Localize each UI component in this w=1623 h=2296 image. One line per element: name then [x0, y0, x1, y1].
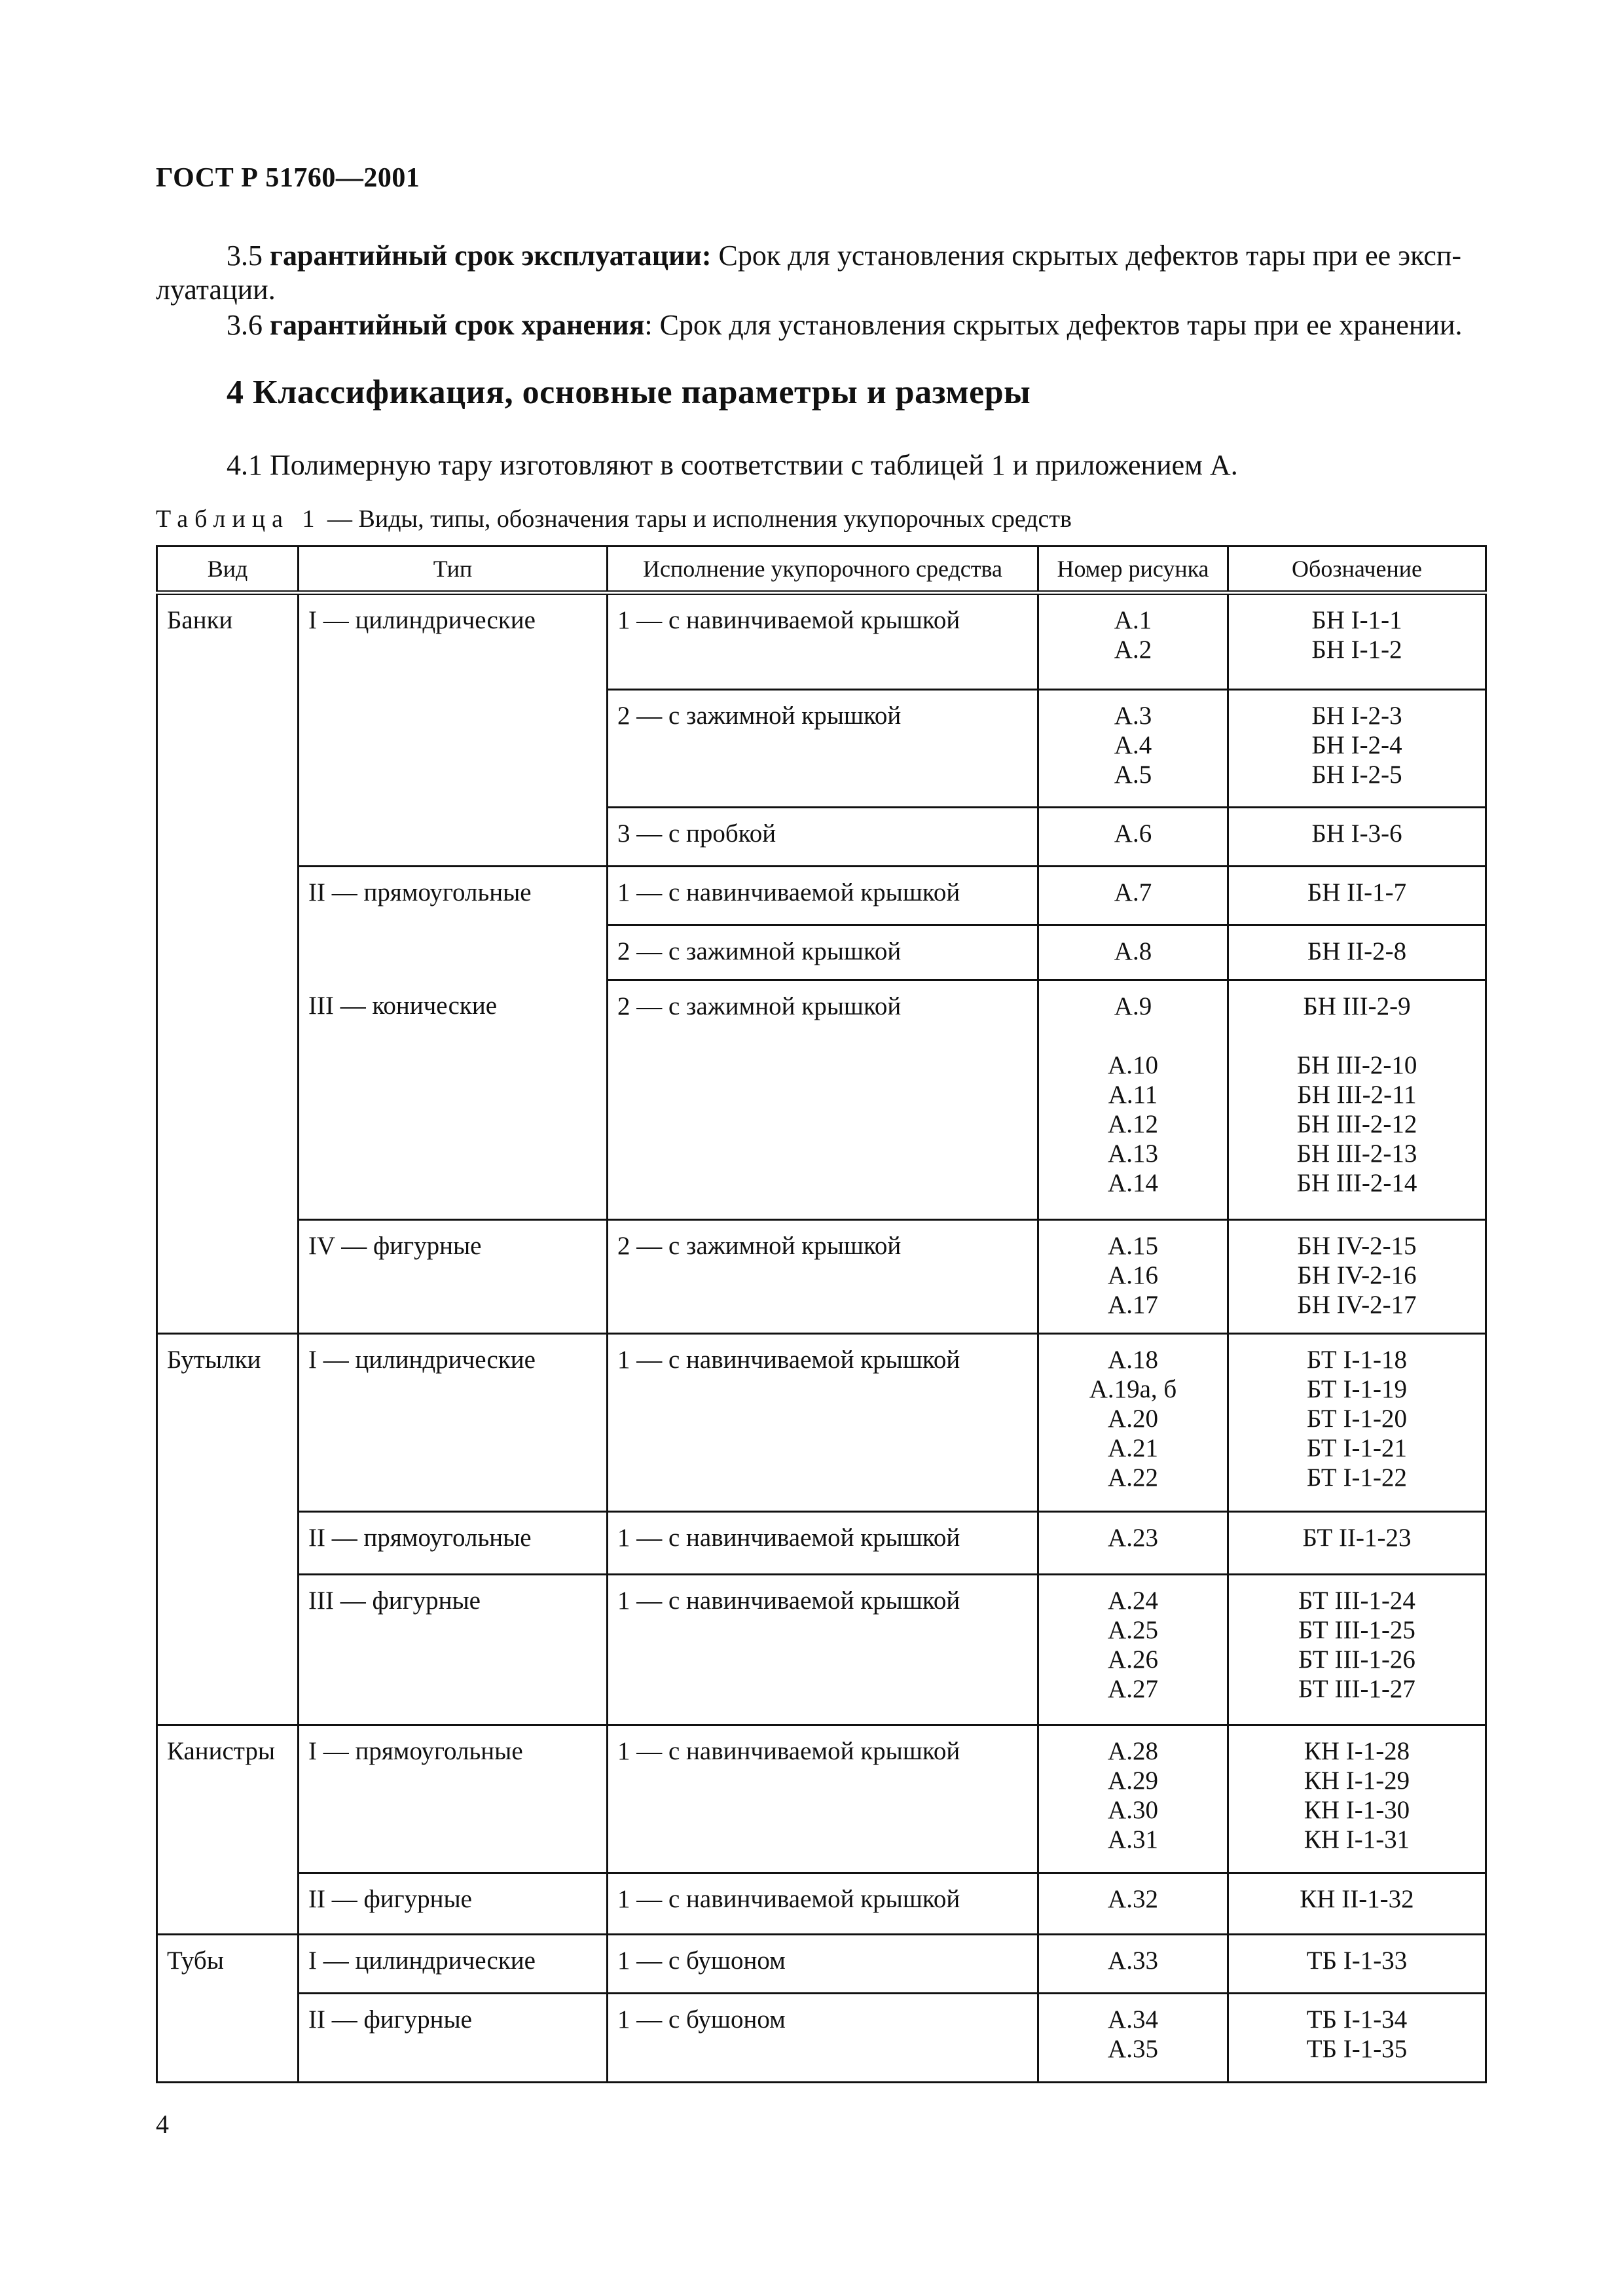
- designation-code: БН IV-2-17: [1297, 1291, 1417, 1319]
- figure-number: А.28: [1108, 1737, 1158, 1765]
- designation-code: БТ II-1-23: [1302, 1524, 1412, 1552]
- figure-number: А.16: [1108, 1261, 1158, 1289]
- figure-number: А.4: [1114, 731, 1152, 759]
- cell-closure: 1 — с навинчиваемой крышкой: [608, 1575, 1038, 1725]
- cell-figure-numbers: [1038, 808, 1228, 867]
- designation-code: БТ III-1-26: [1298, 1645, 1415, 1674]
- figure-number: А.17: [1108, 1291, 1158, 1319]
- table-caption-text: — Виды, типы, обозначения тары и исполнения укупорочных средств: [321, 505, 1072, 533]
- cell-kind: [157, 1512, 299, 1575]
- designation-code: БН IV-2-15: [1297, 1232, 1417, 1260]
- column-header-type: Тип: [299, 547, 608, 593]
- cell-kind: Банки: [157, 593, 299, 690]
- designation-code: БН II-2-8: [1307, 937, 1407, 965]
- table-row: [157, 1575, 1486, 1725]
- figure-number: А.13: [1108, 1139, 1158, 1168]
- designation-code: БН I-1-2: [1311, 636, 1402, 664]
- classification-table: [156, 545, 1487, 2083]
- designation-code: БН III-2-11: [1297, 1081, 1417, 1109]
- cell-type: I — цилиндрические: [299, 1334, 608, 1512]
- figure-number: А.29: [1108, 1767, 1158, 1795]
- cell-type: IV — фигурные: [299, 1220, 608, 1334]
- designation-code: БТ III-1-27: [1298, 1675, 1415, 1703]
- cell-closure: 3 — с пробкой: [608, 808, 1038, 867]
- cell-closure: 2 — с зажимной крышкой: [608, 925, 1038, 980]
- table-row: [157, 1935, 1486, 1994]
- designation-code: БТ III-1-25: [1298, 1616, 1415, 1644]
- designation-code: КН I-1-29: [1304, 1767, 1410, 1795]
- designation-code: БН III-2-13: [1296, 1139, 1417, 1168]
- table-row: [157, 593, 1486, 690]
- designation-code: [1231, 1021, 1482, 1050]
- cell-kind: [157, 1873, 299, 1935]
- cell-figure-numbers: [1038, 867, 1228, 925]
- designation-code: БН I-2-5: [1311, 761, 1402, 789]
- cell-figure-numbers: [1038, 1512, 1228, 1575]
- figure-number: А.15: [1108, 1232, 1158, 1260]
- table-row: [157, 1873, 1486, 1935]
- paragraph-4-1: 4.1 Полимерную тару изготовляют в соответствии с таблицей 1 и приложением А.: [227, 449, 1238, 481]
- term-bold: гарантийный срок хранения: [270, 309, 645, 341]
- figure-number: А.26: [1108, 1645, 1158, 1674]
- cell-closure: 1 — с навинчиваемой крышкой: [608, 1334, 1038, 1512]
- cell-kind: [157, 808, 299, 867]
- designation-code: БН I-2-4: [1311, 731, 1402, 759]
- designation-code: КН I-1-30: [1304, 1796, 1410, 1824]
- designation-code: БН III-2-9: [1303, 992, 1411, 1020]
- cell-closure: 1 — с бушоном: [608, 1994, 1038, 2083]
- designation-code: БТ III-1-24: [1298, 1587, 1415, 1615]
- cell-type: [299, 808, 608, 867]
- figure-number: А.9: [1114, 992, 1152, 1020]
- figure-number: А.23: [1108, 1524, 1158, 1552]
- cell-designations: [1228, 690, 1486, 808]
- designation-code: БТ I-1-20: [1307, 1405, 1407, 1433]
- figure-number: А.18: [1108, 1346, 1158, 1374]
- designation-code: БН I-3-6: [1311, 819, 1402, 848]
- figure-number: А.34: [1108, 2005, 1158, 2034]
- cell-designations: [1228, 1725, 1486, 1873]
- paragraph-number: 3.5: [227, 240, 263, 272]
- document-code-header: ГОСТ Р 51760—2001: [156, 163, 420, 193]
- cell-designations: [1228, 1994, 1486, 2083]
- cell-figure-numbers: [1038, 1725, 1228, 1873]
- table-header-row: [157, 547, 1486, 593]
- designation-code: БТ I-1-18: [1307, 1346, 1407, 1374]
- column-header-code: Обозначение: [1228, 547, 1486, 593]
- cell-type: [299, 690, 608, 808]
- figure-number: А.8: [1114, 937, 1152, 965]
- cell-designations: [1228, 1220, 1486, 1334]
- cell-type: I — цилиндрические: [299, 593, 608, 690]
- cell-figure-numbers: [1038, 1935, 1228, 1994]
- figure-number: А.1: [1114, 606, 1152, 634]
- figure-number: А.21: [1108, 1434, 1158, 1462]
- cell-designations: [1228, 1512, 1486, 1575]
- designation-code: КН I-1-28: [1304, 1737, 1410, 1765]
- cell-type: I — прямоугольные: [299, 1725, 608, 1873]
- cell-figure-numbers: [1038, 980, 1228, 1220]
- section-heading: 4 Классификация, основные параметры и размеры: [227, 374, 1031, 411]
- cell-type: II — прямоугольные: [299, 1512, 608, 1575]
- cell-closure: 1 — с навинчиваемой крышкой: [608, 1725, 1038, 1873]
- cell-figure-numbers: [1038, 1994, 1228, 2083]
- designation-code: ТБ I-1-33: [1306, 1946, 1408, 1975]
- cell-designations: [1228, 925, 1486, 980]
- cell-figure-numbers: [1038, 593, 1228, 690]
- designation-code: БТ I-1-22: [1307, 1463, 1407, 1492]
- designation-code: БТ I-1-21: [1307, 1434, 1407, 1462]
- cell-kind: [157, 1220, 299, 1334]
- cell-designations: [1228, 1873, 1486, 1935]
- cell-kind: [157, 867, 299, 925]
- figure-number: А.24: [1108, 1587, 1158, 1615]
- figure-number: А.5: [1114, 761, 1152, 789]
- cell-designations: [1228, 593, 1486, 690]
- figure-number: А.7: [1114, 878, 1152, 906]
- cell-closure: 1 — с навинчиваемой крышкой: [608, 1512, 1038, 1575]
- table-row: [157, 808, 1486, 867]
- definition-text: Срок для установления скрытых дефектов тары при ее эксп-луатации.: [156, 240, 1462, 306]
- figure-number: А.10: [1108, 1051, 1158, 1079]
- cell-closure: 1 — с навинчиваемой крышкой: [608, 593, 1038, 690]
- figure-number: А.12: [1108, 1110, 1158, 1138]
- cell-kind: [157, 690, 299, 808]
- figure-number: А.3: [1114, 702, 1152, 730]
- cell-closure: 1 — с навинчиваемой крышкой: [608, 1873, 1038, 1935]
- cell-figure-numbers: [1038, 925, 1228, 980]
- table-row: [157, 1334, 1486, 1512]
- figure-number: А.6: [1114, 819, 1152, 848]
- cell-kind: Тубы: [157, 1935, 299, 1994]
- table-row: [157, 1220, 1486, 1334]
- cell-closure: 1 — с бушоном: [608, 1935, 1038, 1994]
- column-header-closure: Исполнение укупорочного средства: [608, 547, 1038, 593]
- cell-type: II — фигурные: [299, 1873, 608, 1935]
- designation-code: БН III-2-14: [1296, 1169, 1417, 1197]
- designation-code: БН IV-2-16: [1297, 1261, 1417, 1289]
- table-row: [157, 1725, 1486, 1873]
- table-row: [157, 1994, 1486, 2083]
- table-row: [157, 1512, 1486, 1575]
- page-number: 4: [156, 2109, 169, 2139]
- cell-kind: Канистры: [157, 1725, 299, 1873]
- figure-number: А.2: [1114, 636, 1152, 664]
- cell-figure-numbers: [1038, 1220, 1228, 1334]
- designation-code: БН III-2-10: [1296, 1051, 1417, 1079]
- figure-number: А.31: [1108, 1825, 1158, 1854]
- cell-type: [299, 925, 608, 980]
- designation-code: БН III-2-12: [1296, 1110, 1417, 1138]
- cell-designations: [1228, 1935, 1486, 1994]
- cell-closure: 1 — с навинчиваемой крышкой: [608, 867, 1038, 925]
- cell-figure-numbers: [1038, 690, 1228, 808]
- cell-type: II — фигурные: [299, 1994, 608, 2083]
- figure-number: А.19а, б: [1089, 1375, 1177, 1403]
- figure-number: А.35: [1108, 2035, 1158, 2063]
- designation-code: БН II-1-7: [1307, 878, 1407, 906]
- cell-designations: [1228, 867, 1486, 925]
- cell-closure: 2 — с зажимной крышкой: [608, 980, 1038, 1220]
- figure-number: А.27: [1108, 1675, 1158, 1703]
- figure-number: А.11: [1108, 1081, 1158, 1109]
- table-caption-label: Таблица 1: [156, 505, 321, 533]
- paragraph-number: 3.6: [227, 309, 263, 341]
- cell-designations: [1228, 808, 1486, 867]
- cell-designations: [1228, 1575, 1486, 1725]
- figure-number: А.22: [1108, 1463, 1158, 1492]
- table-caption: [156, 504, 1072, 534]
- column-header-figure: Номер рисунка: [1038, 547, 1228, 593]
- table-row: [157, 690, 1486, 808]
- cell-figure-numbers: [1038, 1575, 1228, 1725]
- figure-number: А.25: [1108, 1616, 1158, 1644]
- table-row: [157, 980, 1486, 1220]
- figure-number: А.33: [1108, 1946, 1158, 1975]
- designation-code: БН I-1-1: [1311, 606, 1402, 634]
- cell-kind: [157, 1575, 299, 1725]
- designation-code: БН I-2-3: [1311, 702, 1402, 730]
- designation-code: КН II-1-32: [1300, 1885, 1414, 1913]
- definition-text: : Срок для установления скрытых дефектов тары при ее хранении.: [644, 309, 1463, 341]
- column-header-kind: Вид: [157, 547, 299, 593]
- designation-code: ТБ I-1-35: [1306, 2035, 1408, 2063]
- figure-number: А.30: [1108, 1796, 1158, 1824]
- cell-designations: [1228, 980, 1486, 1220]
- figure-number: А.20: [1108, 1405, 1158, 1433]
- table-row: [157, 925, 1486, 980]
- cell-kind: Бутылки: [157, 1334, 299, 1512]
- cell-designations: [1228, 1334, 1486, 1512]
- cell-kind: [157, 925, 299, 980]
- paragraph-3-6: [156, 308, 1485, 342]
- term-bold: гарантийный срок эксплуатации:: [270, 240, 712, 272]
- table-row: [157, 867, 1486, 925]
- designation-code: БТ I-1-19: [1307, 1375, 1407, 1403]
- paragraph-3-5: [156, 239, 1485, 307]
- cell-type: III — конические: [299, 980, 608, 1220]
- cell-type: III — фигурные: [299, 1575, 608, 1725]
- designation-code: КН I-1-31: [1304, 1825, 1410, 1854]
- figure-number: А.32: [1108, 1885, 1158, 1913]
- cell-kind: [157, 1994, 299, 2083]
- cell-closure: 2 — с зажимной крышкой: [608, 690, 1038, 808]
- cell-closure: 2 — с зажимной крышкой: [608, 1220, 1038, 1334]
- designation-code: ТБ I-1-34: [1306, 2005, 1408, 2034]
- cell-type: I — цилиндрические: [299, 1935, 608, 1994]
- cell-kind: [157, 980, 299, 1220]
- cell-figure-numbers: [1038, 1873, 1228, 1935]
- cell-figure-numbers: [1038, 1334, 1228, 1512]
- cell-type: II — прямоугольные: [299, 867, 608, 925]
- figure-number: [1042, 1021, 1224, 1050]
- figure-number: А.14: [1108, 1169, 1158, 1197]
